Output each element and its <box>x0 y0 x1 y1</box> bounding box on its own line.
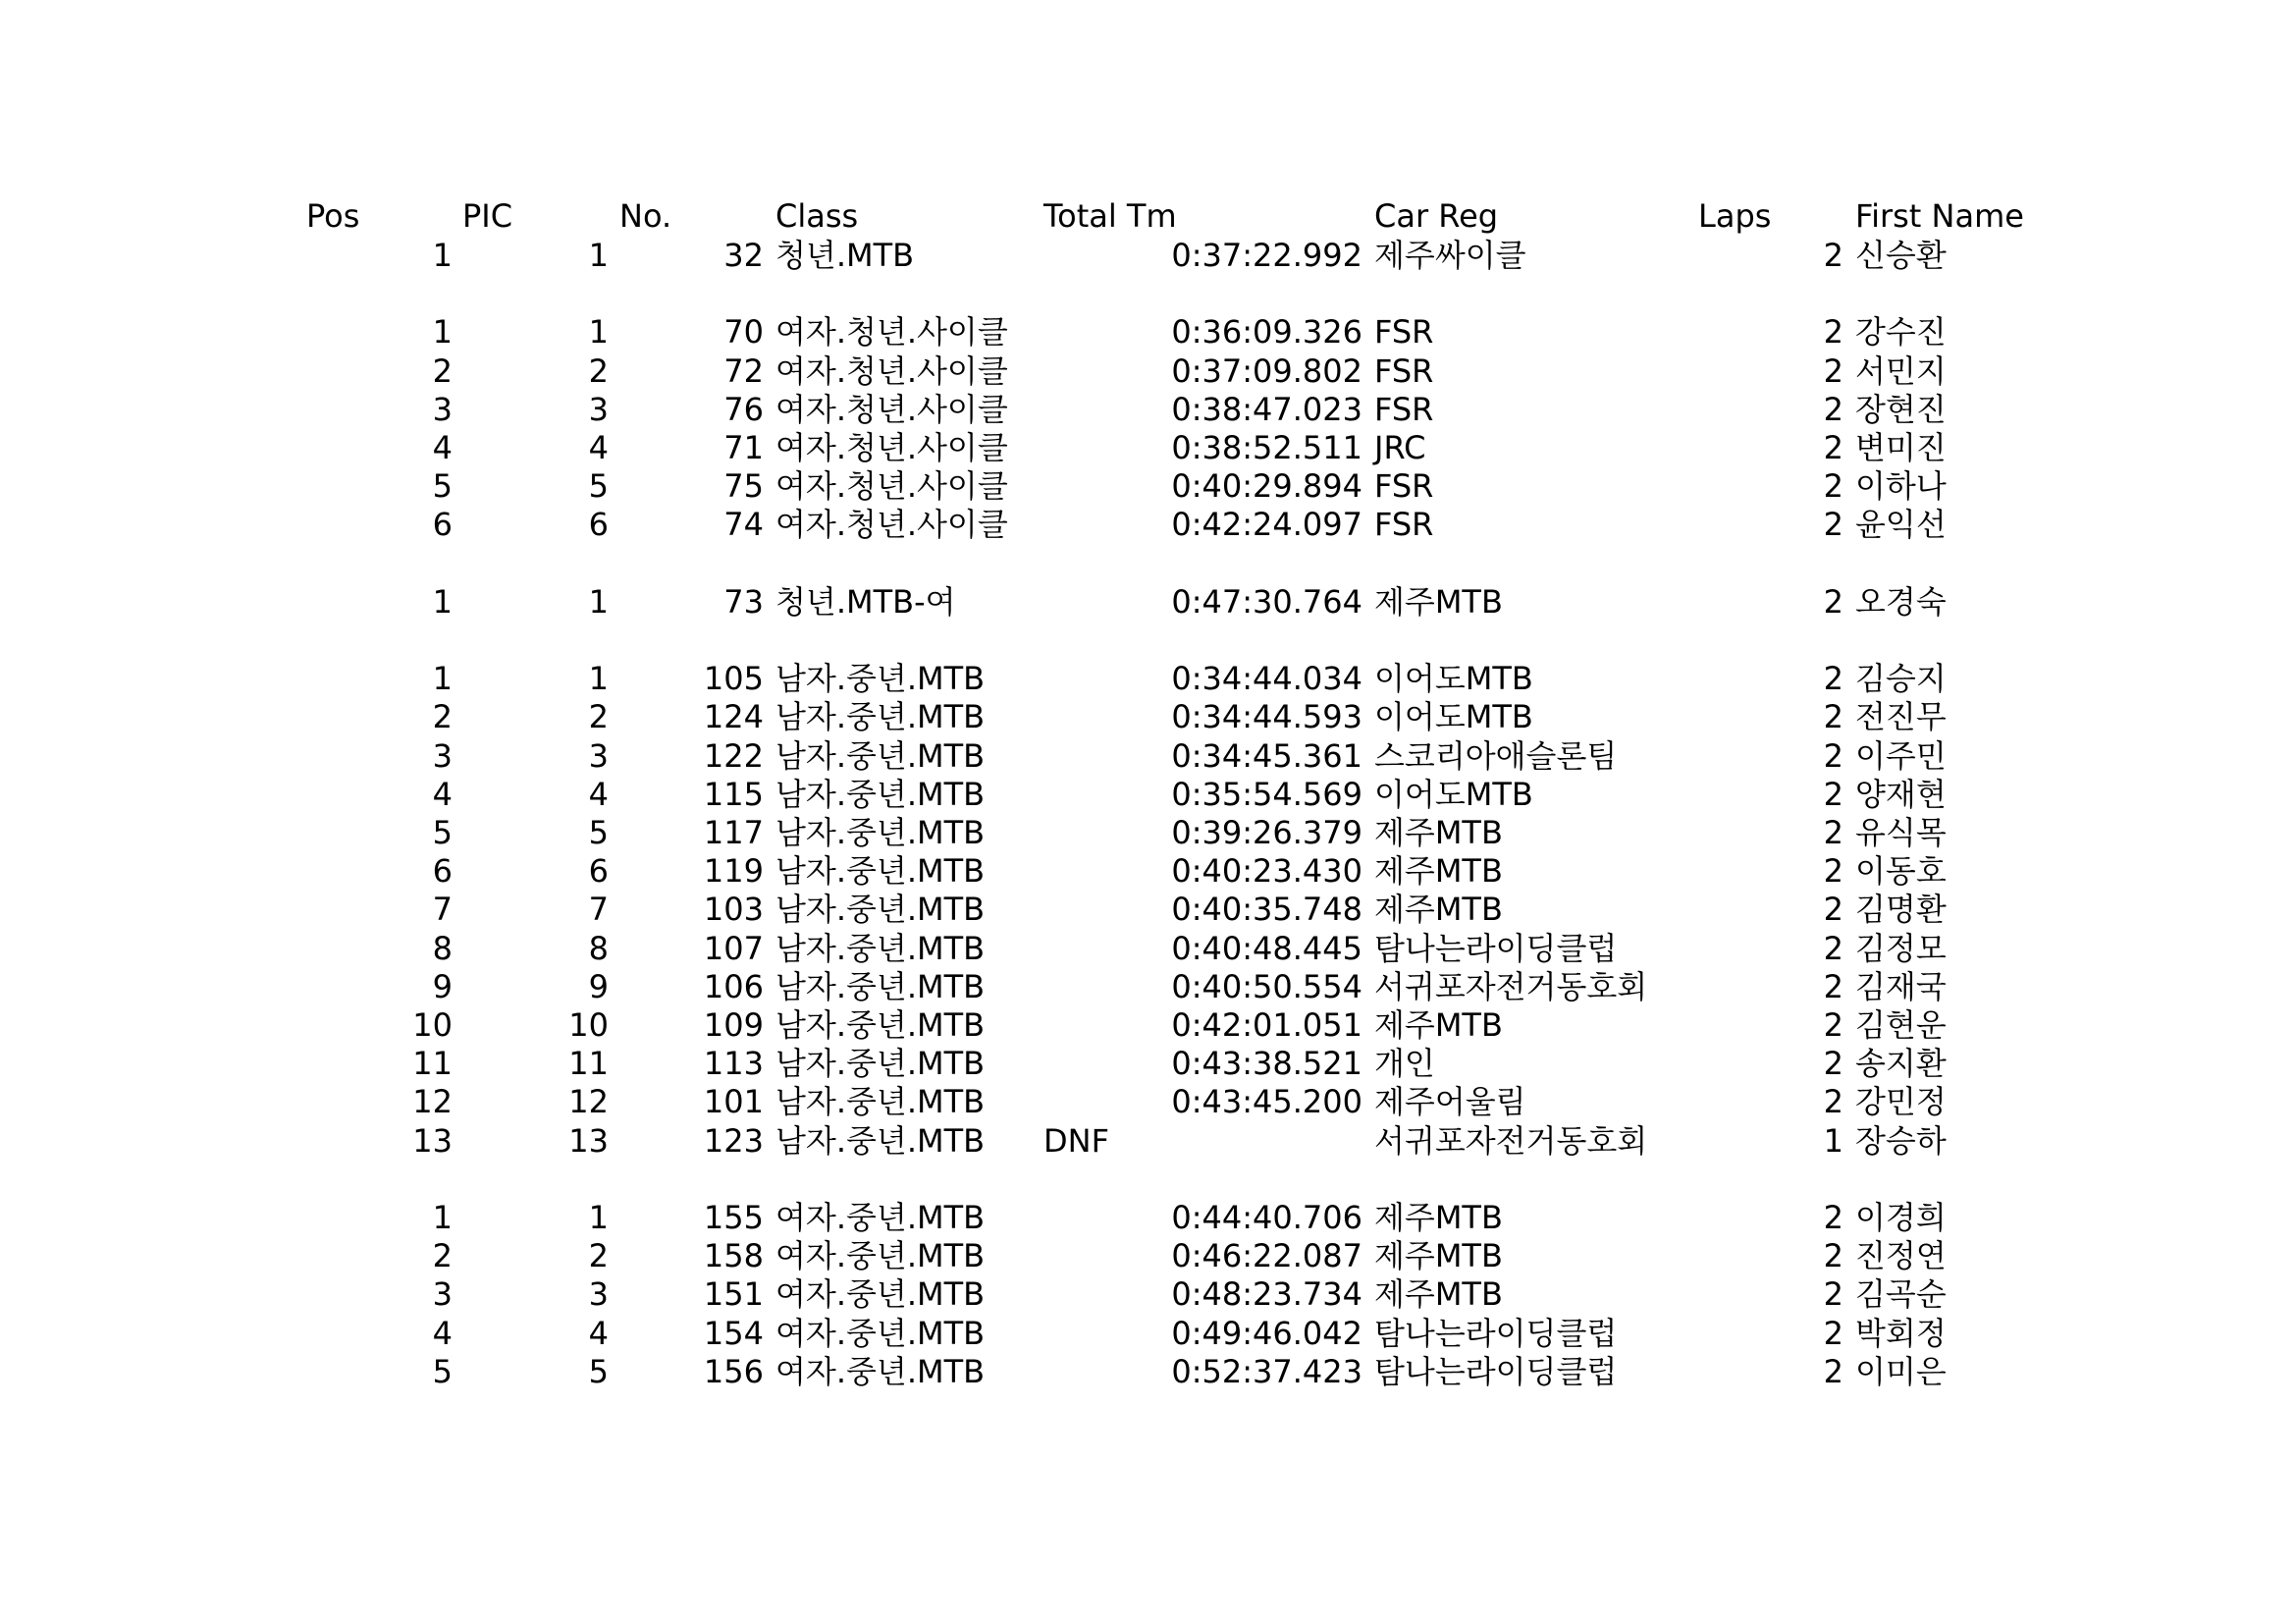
car-reg-cell: 서귀포자전거동호회 <box>1374 1121 1648 1160</box>
first-name-cell: 박회정 <box>1855 1314 1947 1352</box>
total-time-cell: 0:40:48.445 <box>1171 929 1362 967</box>
pic-cell: 3 <box>588 390 609 428</box>
car-reg-cell: 이어도MTB <box>1374 698 1533 736</box>
total-time-cell: 0:52:37.423 <box>1171 1352 1362 1390</box>
car-reg-cell: 이어도MTB <box>1374 660 1533 698</box>
laps-cell: 2 <box>1823 1199 1843 1236</box>
first-name-cell: 김곡순 <box>1855 1275 1947 1314</box>
first-name-cell: 김명환 <box>1855 891 1947 929</box>
total-time-cell: 0:37:22.992 <box>1171 237 1362 274</box>
number-cell: 74 <box>723 506 764 544</box>
laps-cell: 2 <box>1823 1352 1843 1390</box>
class-cell: 남자.중년.MTB <box>775 1121 986 1160</box>
class-cell: 남자.중년.MTB <box>775 929 986 967</box>
laps-cell: 2 <box>1823 775 1843 813</box>
class-cell: 여자.청년.사이클 <box>775 390 1008 428</box>
pic-cell: 6 <box>588 506 609 544</box>
number-cell: 154 <box>703 1314 764 1352</box>
pos-cell: 5 <box>432 467 453 506</box>
pic-cell: 3 <box>588 736 609 775</box>
number-cell: 101 <box>703 1083 764 1121</box>
pos-cell: 3 <box>432 1275 453 1314</box>
class-cell: 남자.중년.MTB <box>775 967 986 1005</box>
number-cell: 106 <box>703 967 764 1005</box>
pic-cell: 1 <box>588 1199 609 1236</box>
car-reg-cell: 제주어울림 <box>1374 1083 1526 1121</box>
pic-cell: 4 <box>588 1314 609 1352</box>
number-cell: 32 <box>723 237 764 274</box>
laps-cell: 2 <box>1823 1006 1843 1044</box>
total-time-cell: 0:34:44.034 <box>1171 660 1362 698</box>
total-time-cell: 0:36:09.326 <box>1171 313 1362 352</box>
car-reg-cell: 스코리아애슬론팀 <box>1374 736 1618 775</box>
pos-cell: 2 <box>432 352 453 390</box>
header-car-reg: Car Reg <box>1374 197 1499 235</box>
laps-cell: 2 <box>1823 390 1843 428</box>
number-cell: 158 <box>703 1237 764 1275</box>
car-reg-cell: FSR <box>1374 467 1434 506</box>
number-cell: 72 <box>723 352 764 390</box>
pic-cell: 12 <box>568 1083 609 1121</box>
pos-cell: 2 <box>432 698 453 736</box>
car-reg-cell: FSR <box>1374 506 1434 544</box>
first-name-cell: 장현진 <box>1855 390 1947 428</box>
header-total-tm: Total Tm <box>1043 197 1177 235</box>
total-time-cell: 0:38:52.511 <box>1171 429 1362 466</box>
laps-cell: 2 <box>1823 967 1843 1005</box>
pos-cell: 7 <box>432 891 453 929</box>
car-reg-cell: FSR <box>1374 313 1434 352</box>
car-reg-cell: 서귀포자전거동호회 <box>1374 967 1648 1005</box>
number-cell: 156 <box>703 1352 764 1390</box>
number-cell: 73 <box>723 582 764 621</box>
pic-cell: 9 <box>588 967 609 1005</box>
class-cell: 남자.중년.MTB <box>775 775 986 813</box>
first-name-cell: 이주민 <box>1855 736 1947 775</box>
number-cell: 70 <box>723 313 764 352</box>
car-reg-cell: 제주MTB <box>1374 1006 1503 1044</box>
pic-cell: 4 <box>588 429 609 466</box>
class-cell: 여자.중년.MTB <box>775 1275 986 1314</box>
class-cell: 남자.중년.MTB <box>775 852 986 891</box>
header-laps: Laps <box>1698 197 1772 235</box>
header-no: No. <box>619 197 672 235</box>
pic-cell: 4 <box>588 775 609 813</box>
first-name-cell: 서민지 <box>1855 352 1947 390</box>
first-name-cell: 유식목 <box>1855 814 1947 851</box>
number-cell: 75 <box>723 467 764 506</box>
laps-cell: 2 <box>1823 736 1843 775</box>
total-time-cell: 0:43:45.200 <box>1171 1083 1362 1121</box>
pos-cell: 6 <box>432 506 453 544</box>
total-time-cell: 0:46:22.087 <box>1171 1237 1362 1275</box>
class-cell: 여자.청년.사이클 <box>775 429 1008 466</box>
header-first-name: First Name <box>1855 197 2024 235</box>
car-reg-cell: FSR <box>1374 390 1434 428</box>
number-cell: 115 <box>703 775 764 813</box>
class-cell: 여자.청년.사이클 <box>775 352 1008 390</box>
laps-cell: 2 <box>1823 429 1843 466</box>
laps-cell: 2 <box>1823 467 1843 506</box>
number-cell: 76 <box>723 390 764 428</box>
laps-cell: 2 <box>1823 313 1843 352</box>
total-time-cell: 0:42:24.097 <box>1171 506 1362 544</box>
laps-cell: 2 <box>1823 698 1843 736</box>
class-cell: 여자.중년.MTB <box>775 1199 986 1236</box>
first-name-cell: 김정모 <box>1855 929 1947 967</box>
laps-cell: 1 <box>1823 1121 1843 1160</box>
pic-cell: 1 <box>588 237 609 274</box>
total-time-cell: 0:35:54.569 <box>1171 775 1362 813</box>
pic-cell: 1 <box>588 313 609 352</box>
laps-cell: 2 <box>1823 891 1843 929</box>
number-cell: 122 <box>703 736 764 775</box>
pos-cell: 8 <box>432 929 453 967</box>
pic-cell: 2 <box>588 1237 609 1275</box>
number-cell: 155 <box>703 1199 764 1236</box>
first-name-cell: 이하나 <box>1855 467 1947 506</box>
laps-cell: 2 <box>1823 852 1843 891</box>
first-name-cell: 장승하 <box>1855 1121 1947 1160</box>
pic-cell: 7 <box>588 891 609 929</box>
status-cell: DNF <box>1043 1121 1109 1160</box>
pic-cell: 3 <box>588 1275 609 1314</box>
laps-cell: 2 <box>1823 1237 1843 1275</box>
laps-cell: 2 <box>1823 582 1843 621</box>
number-cell: 124 <box>703 698 764 736</box>
number-cell: 109 <box>703 1006 764 1044</box>
car-reg-cell: 제주MTB <box>1374 891 1503 929</box>
total-time-cell: 0:40:23.430 <box>1171 852 1362 891</box>
first-name-cell: 진정연 <box>1855 1237 1947 1275</box>
total-time-cell: 0:40:50.554 <box>1171 967 1362 1005</box>
car-reg-cell: FSR <box>1374 352 1434 390</box>
pos-cell: 1 <box>432 1199 453 1236</box>
header-pos: Pos <box>306 197 360 235</box>
pos-cell: 3 <box>432 736 453 775</box>
pos-cell: 5 <box>432 1352 453 1390</box>
pos-cell: 3 <box>432 390 453 428</box>
first-name-cell: 김재국 <box>1855 967 1947 1005</box>
car-reg-cell: 탐나는라이딩클럽 <box>1374 1314 1618 1352</box>
first-name-cell: 이경희 <box>1855 1199 1947 1236</box>
first-name-cell: 강민정 <box>1855 1083 1947 1121</box>
pic-cell: 10 <box>568 1006 609 1044</box>
pic-cell: 1 <box>588 582 609 621</box>
pos-cell: 10 <box>412 1006 453 1044</box>
first-name-cell: 송지환 <box>1855 1045 1947 1083</box>
class-cell: 남자.중년.MTB <box>775 698 986 736</box>
number-cell: 117 <box>703 814 764 851</box>
car-reg-cell: 제주싸이클 <box>1374 237 1526 274</box>
laps-cell: 2 <box>1823 1314 1843 1352</box>
total-time-cell: 0:43:38.521 <box>1171 1045 1362 1083</box>
pos-cell: 12 <box>412 1083 453 1121</box>
pic-cell: 13 <box>568 1121 609 1160</box>
car-reg-cell: JRC <box>1374 429 1426 466</box>
laps-cell: 2 <box>1823 660 1843 698</box>
total-time-cell: 0:47:30.764 <box>1171 582 1362 621</box>
car-reg-cell: 제주MTB <box>1374 852 1503 891</box>
number-cell: 107 <box>703 929 764 967</box>
total-time-cell: 0:34:45.361 <box>1171 736 1362 775</box>
laps-cell: 2 <box>1823 1083 1843 1121</box>
pic-cell: 2 <box>588 698 609 736</box>
pos-cell: 1 <box>432 237 453 274</box>
number-cell: 71 <box>723 429 764 466</box>
pic-cell: 5 <box>588 1352 609 1390</box>
laps-cell: 2 <box>1823 506 1843 544</box>
car-reg-cell: 제주MTB <box>1374 582 1503 621</box>
first-name-cell: 김승지 <box>1855 660 1947 698</box>
class-cell: 여자.청년.사이클 <box>775 313 1008 352</box>
car-reg-cell: 개인 <box>1374 1045 1435 1083</box>
total-time-cell: 0:42:01.051 <box>1171 1006 1362 1044</box>
first-name-cell: 신승환 <box>1855 237 1947 274</box>
car-reg-cell: 제주MTB <box>1374 1199 1503 1236</box>
class-cell: 여자.중년.MTB <box>775 1352 986 1390</box>
class-cell: 청년.MTB-여 <box>775 582 956 621</box>
class-cell: 남자.중년.MTB <box>775 1045 986 1083</box>
number-cell: 119 <box>703 852 764 891</box>
class-cell: 남자.중년.MTB <box>775 736 986 775</box>
laps-cell: 2 <box>1823 929 1843 967</box>
first-name-cell: 강수진 <box>1855 313 1947 352</box>
pos-cell: 4 <box>432 1314 453 1352</box>
class-cell: 남자.중년.MTB <box>775 660 986 698</box>
pos-cell: 11 <box>412 1045 453 1083</box>
class-cell: 여자.청년.사이클 <box>775 467 1008 506</box>
pos-cell: 2 <box>432 1237 453 1275</box>
pos-cell: 5 <box>432 814 453 851</box>
pos-cell: 4 <box>432 429 453 466</box>
pic-cell: 5 <box>588 467 609 506</box>
pos-cell: 1 <box>432 582 453 621</box>
pic-cell: 2 <box>588 352 609 390</box>
total-time-cell: 0:40:29.894 <box>1171 467 1362 506</box>
first-name-cell: 전진무 <box>1855 698 1947 736</box>
class-cell: 여자.중년.MTB <box>775 1314 986 1352</box>
number-cell: 103 <box>703 891 764 929</box>
car-reg-cell: 탐나는라이딩클럽 <box>1374 1352 1618 1390</box>
laps-cell: 2 <box>1823 1275 1843 1314</box>
total-time-cell: 0:48:23.734 <box>1171 1275 1362 1314</box>
total-time-cell: 0:49:46.042 <box>1171 1314 1362 1352</box>
total-time-cell: 0:34:44.593 <box>1171 698 1362 736</box>
number-cell: 105 <box>703 660 764 698</box>
first-name-cell: 윤익선 <box>1855 506 1947 544</box>
pic-cell: 5 <box>588 814 609 851</box>
car-reg-cell: 제주MTB <box>1374 814 1503 851</box>
class-cell: 여자.중년.MTB <box>775 1237 986 1275</box>
total-time-cell: 0:38:47.023 <box>1171 390 1362 428</box>
total-time-cell: 0:37:09.802 <box>1171 352 1362 390</box>
laps-cell: 2 <box>1823 1045 1843 1083</box>
pos-cell: 9 <box>432 967 453 1005</box>
laps-cell: 2 <box>1823 814 1843 851</box>
pic-cell: 1 <box>588 660 609 698</box>
class-cell: 남자.중년.MTB <box>775 891 986 929</box>
pos-cell: 1 <box>432 313 453 352</box>
class-cell: 남자.중년.MTB <box>775 1083 986 1121</box>
laps-cell: 2 <box>1823 237 1843 274</box>
car-reg-cell: 이어도MTB <box>1374 775 1533 813</box>
pos-cell: 4 <box>432 775 453 813</box>
first-name-cell: 이미은 <box>1855 1352 1947 1390</box>
first-name-cell: 오경숙 <box>1855 582 1947 621</box>
total-time-cell: 0:40:35.748 <box>1171 891 1362 929</box>
header-pic: PIC <box>462 197 513 235</box>
class-cell: 청년.MTB <box>775 237 915 274</box>
number-cell: 113 <box>703 1045 764 1083</box>
total-time-cell: 0:39:26.379 <box>1171 814 1362 851</box>
car-reg-cell: 탐나는라이딩클럽 <box>1374 929 1618 967</box>
number-cell: 151 <box>703 1275 764 1314</box>
class-cell: 남자.중년.MTB <box>775 1006 986 1044</box>
first-name-cell: 양재현 <box>1855 775 1947 813</box>
pos-cell: 13 <box>412 1121 453 1160</box>
car-reg-cell: 제주MTB <box>1374 1237 1503 1275</box>
pos-cell: 6 <box>432 852 453 891</box>
car-reg-cell: 제주MTB <box>1374 1275 1503 1314</box>
pic-cell: 11 <box>568 1045 609 1083</box>
first-name-cell: 김현운 <box>1855 1006 1947 1044</box>
first-name-cell: 이동호 <box>1855 852 1947 891</box>
class-cell: 남자.중년.MTB <box>775 814 986 851</box>
pic-cell: 8 <box>588 929 609 967</box>
number-cell: 123 <box>703 1121 764 1160</box>
total-time-cell: 0:44:40.706 <box>1171 1199 1362 1236</box>
pos-cell: 1 <box>432 660 453 698</box>
laps-cell: 2 <box>1823 352 1843 390</box>
first-name-cell: 변미진 <box>1855 429 1947 466</box>
pic-cell: 6 <box>588 852 609 891</box>
class-cell: 여자.청년.사이클 <box>775 506 1008 544</box>
header-class: Class <box>775 197 859 235</box>
